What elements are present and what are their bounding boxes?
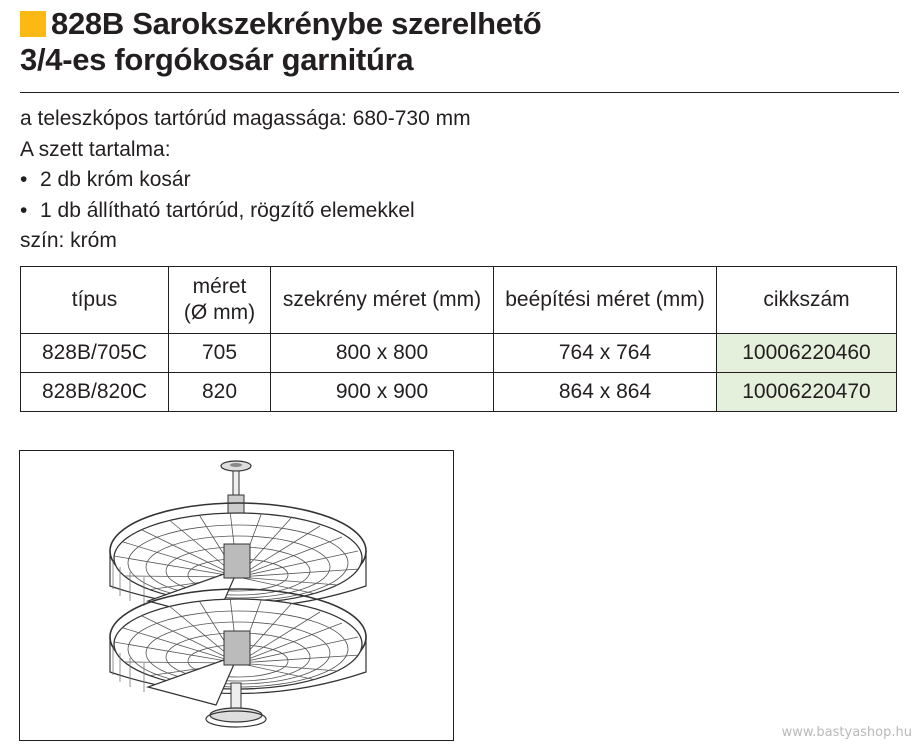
title-divider [20, 92, 899, 93]
spec-table [20, 266, 897, 412]
bullet-text: 1 db állítható tartórúd, rögzítő elemekkel [40, 198, 415, 222]
cell-code: 10006220470 [717, 373, 897, 412]
title-line-2: 3/4-es forgókosár garnitúra [20, 42, 414, 77]
cell-type: 828B/705C [21, 334, 169, 373]
description-set-heading: A szett tartalma: [20, 137, 171, 161]
bullet-symbol: • [20, 198, 28, 222]
cell-code: 10006220460 [717, 334, 897, 373]
title-text-1: 828B Sarokszekrénybe szerelhető [51, 6, 542, 41]
description-color: szín: króm [20, 229, 117, 252]
cell-install: 864 x 864 [494, 373, 717, 412]
cell-size: 820 [169, 373, 271, 412]
header-size-line1: méret [192, 275, 247, 298]
header-size [169, 267, 271, 334]
product-image-frame [19, 450, 454, 741]
cell-type: 828B/820C [21, 373, 169, 412]
cell-cabinet: 900 x 900 [271, 373, 494, 412]
bullet-item [20, 165, 471, 196]
cell-install: 764 x 764 [494, 334, 717, 373]
watermark: www.bastyashop.hu [781, 725, 912, 740]
cell-size: 705 [169, 334, 271, 373]
header-size-line2: (Ø mm) [183, 301, 256, 324]
header-cabinet: szekrény méret (mm) [271, 267, 494, 334]
title-block [20, 6, 900, 78]
header-install: beépítési méret (mm) [494, 267, 717, 334]
cell-cabinet: 800 x 800 [271, 334, 494, 373]
description [20, 104, 471, 257]
table-row [21, 334, 897, 373]
bullet-text: 2 db króm kosár [40, 168, 191, 191]
bullet-symbol: • [20, 168, 28, 191]
bullet-item [20, 196, 471, 227]
table-row [21, 373, 897, 412]
title-line-1 [20, 6, 900, 42]
accent-square-icon [20, 11, 46, 37]
description-height: a teleszkópos tartórúd magassága: 680-730 mm [20, 107, 471, 130]
header-type: típus [21, 267, 169, 334]
table-header-row [21, 267, 897, 334]
header-code: cikkszám [717, 267, 897, 334]
rotating-corner-basket-icon [20, 451, 453, 740]
